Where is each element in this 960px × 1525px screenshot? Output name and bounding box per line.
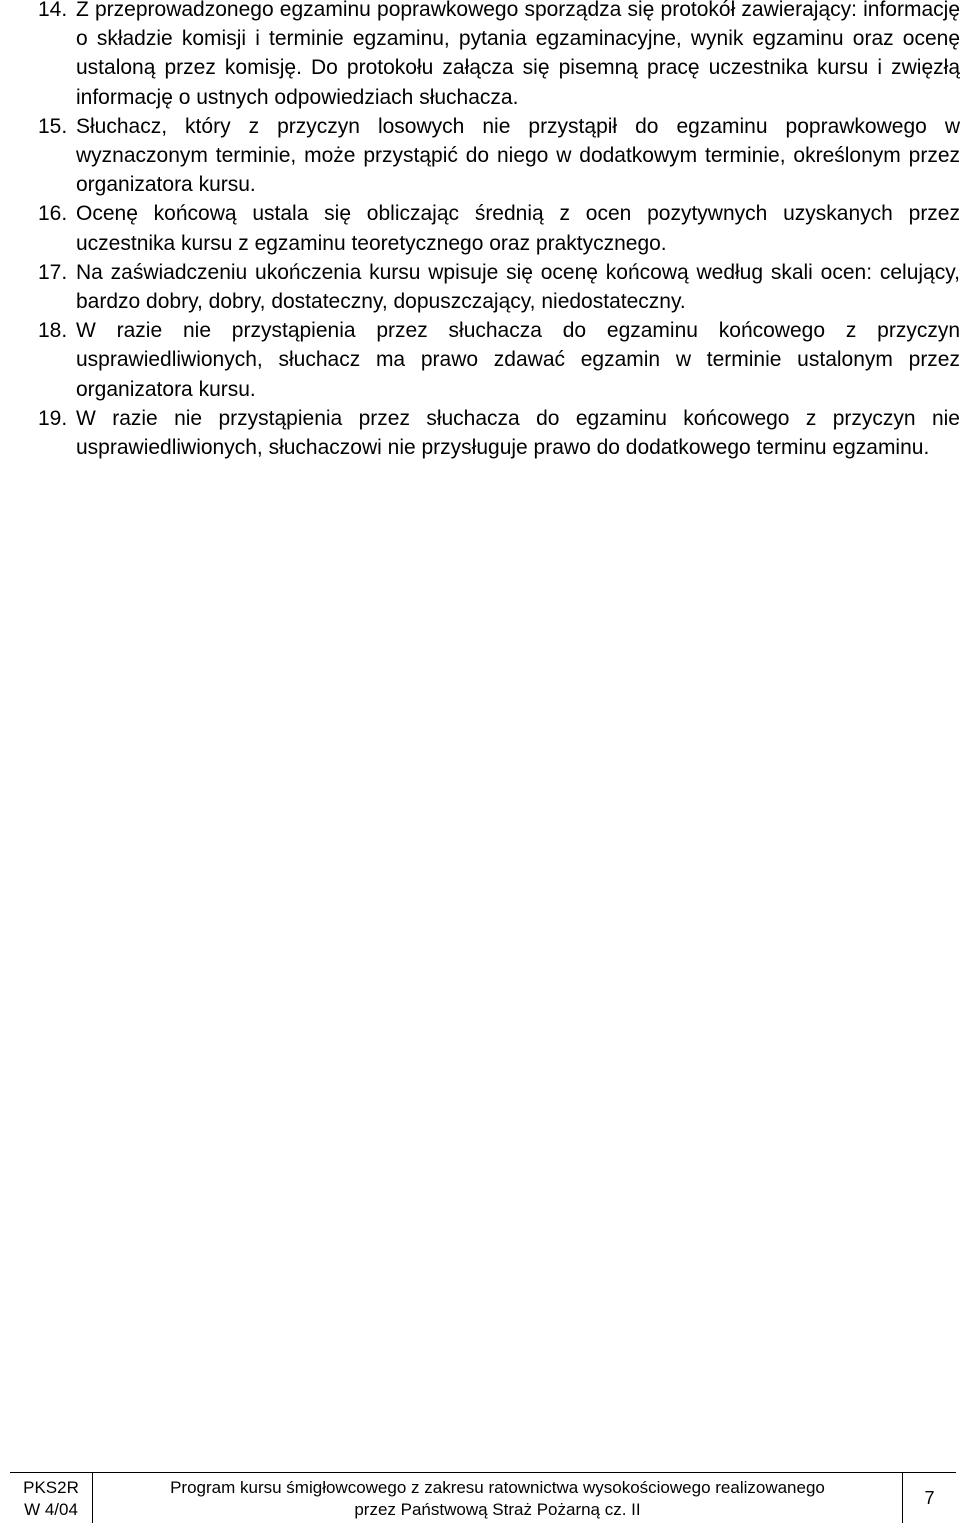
item-number: 14. <box>38 0 68 21</box>
list-item-19 <box>0 404 960 462</box>
item-text: W razie nie przystąpienia przez słuchacza do egzaminu końcowego z przyczyn nie usprawiedliwionych, słuchaczowi nie przysługuje prawo do dodatkowego terminu egzaminu. <box>76 406 960 460</box>
document-title-line1: Program kursu śmigłowcowego z zakresu ratownictwa wysokościowego realizowanego <box>170 1478 825 1497</box>
item-text: Na zaświadczeniu ukończenia kursu wpisuje się ocenę końcową według skali ocen: celujący, bardzo dobry, dobry, dostateczny, dopuszczający, niedostateczny. <box>76 260 960 314</box>
document-code <box>10 1473 93 1523</box>
item-number: 17. <box>38 260 68 284</box>
page-footer <box>10 1472 956 1523</box>
list-item-17 <box>0 258 960 316</box>
document-body <box>0 0 960 462</box>
list-item-16 <box>0 199 960 257</box>
list-item-15 <box>0 112 960 200</box>
document-title <box>93 1473 903 1523</box>
item-text: Ocenę końcową ustala się obliczając średnią z ocen pozytywnych uzyskanych przez uczestnika kursu z egzaminu teoretycznego oraz praktycznego. <box>76 202 960 255</box>
item-number: 18. <box>38 319 68 343</box>
list-item-18 <box>0 316 960 404</box>
item-number: 16. <box>38 202 68 226</box>
item-number: 15. <box>38 114 68 138</box>
list-item-14 <box>0 0 960 112</box>
document-title-line2: przez Państwową Straż Pożarną cz. II <box>354 1500 641 1519</box>
item-text: Słuchacz, który z przyczyn losowych nie przystąpił do egzaminu poprawkowego w wyznaczonym terminie, może przystąpić do niego w dodatkowym terminie, określonym przez organizatora kursu. <box>76 114 960 197</box>
document-code-line1: PKS2R <box>23 1478 79 1497</box>
page-number: 7 <box>924 1488 935 1508</box>
document-code-line2: W 4/04 <box>24 1500 78 1519</box>
item-text: W razie nie przystąpienia przez słuchacza do egzaminu końcowego z przyczyn usprawiedliwionych, słuchacz ma prawo zdawać egzamin w terminie ustalonym przez organizatora kursu. <box>76 319 960 401</box>
item-text: Z przeprowadzonego egzaminu poprawkowego sporządza się protokół zawierający: informację o składzie komisji i terminie egzaminu, pytania egzaminacyjne, wynik egzaminu oraz ocenę ustaloną przez komisję. Do protokołu załącza się pisemną pracę uczestnika kursu i zwięzłą informację o ustnych odpowiedziach słuchacza. <box>76 0 960 109</box>
item-number: 19. <box>38 406 68 430</box>
